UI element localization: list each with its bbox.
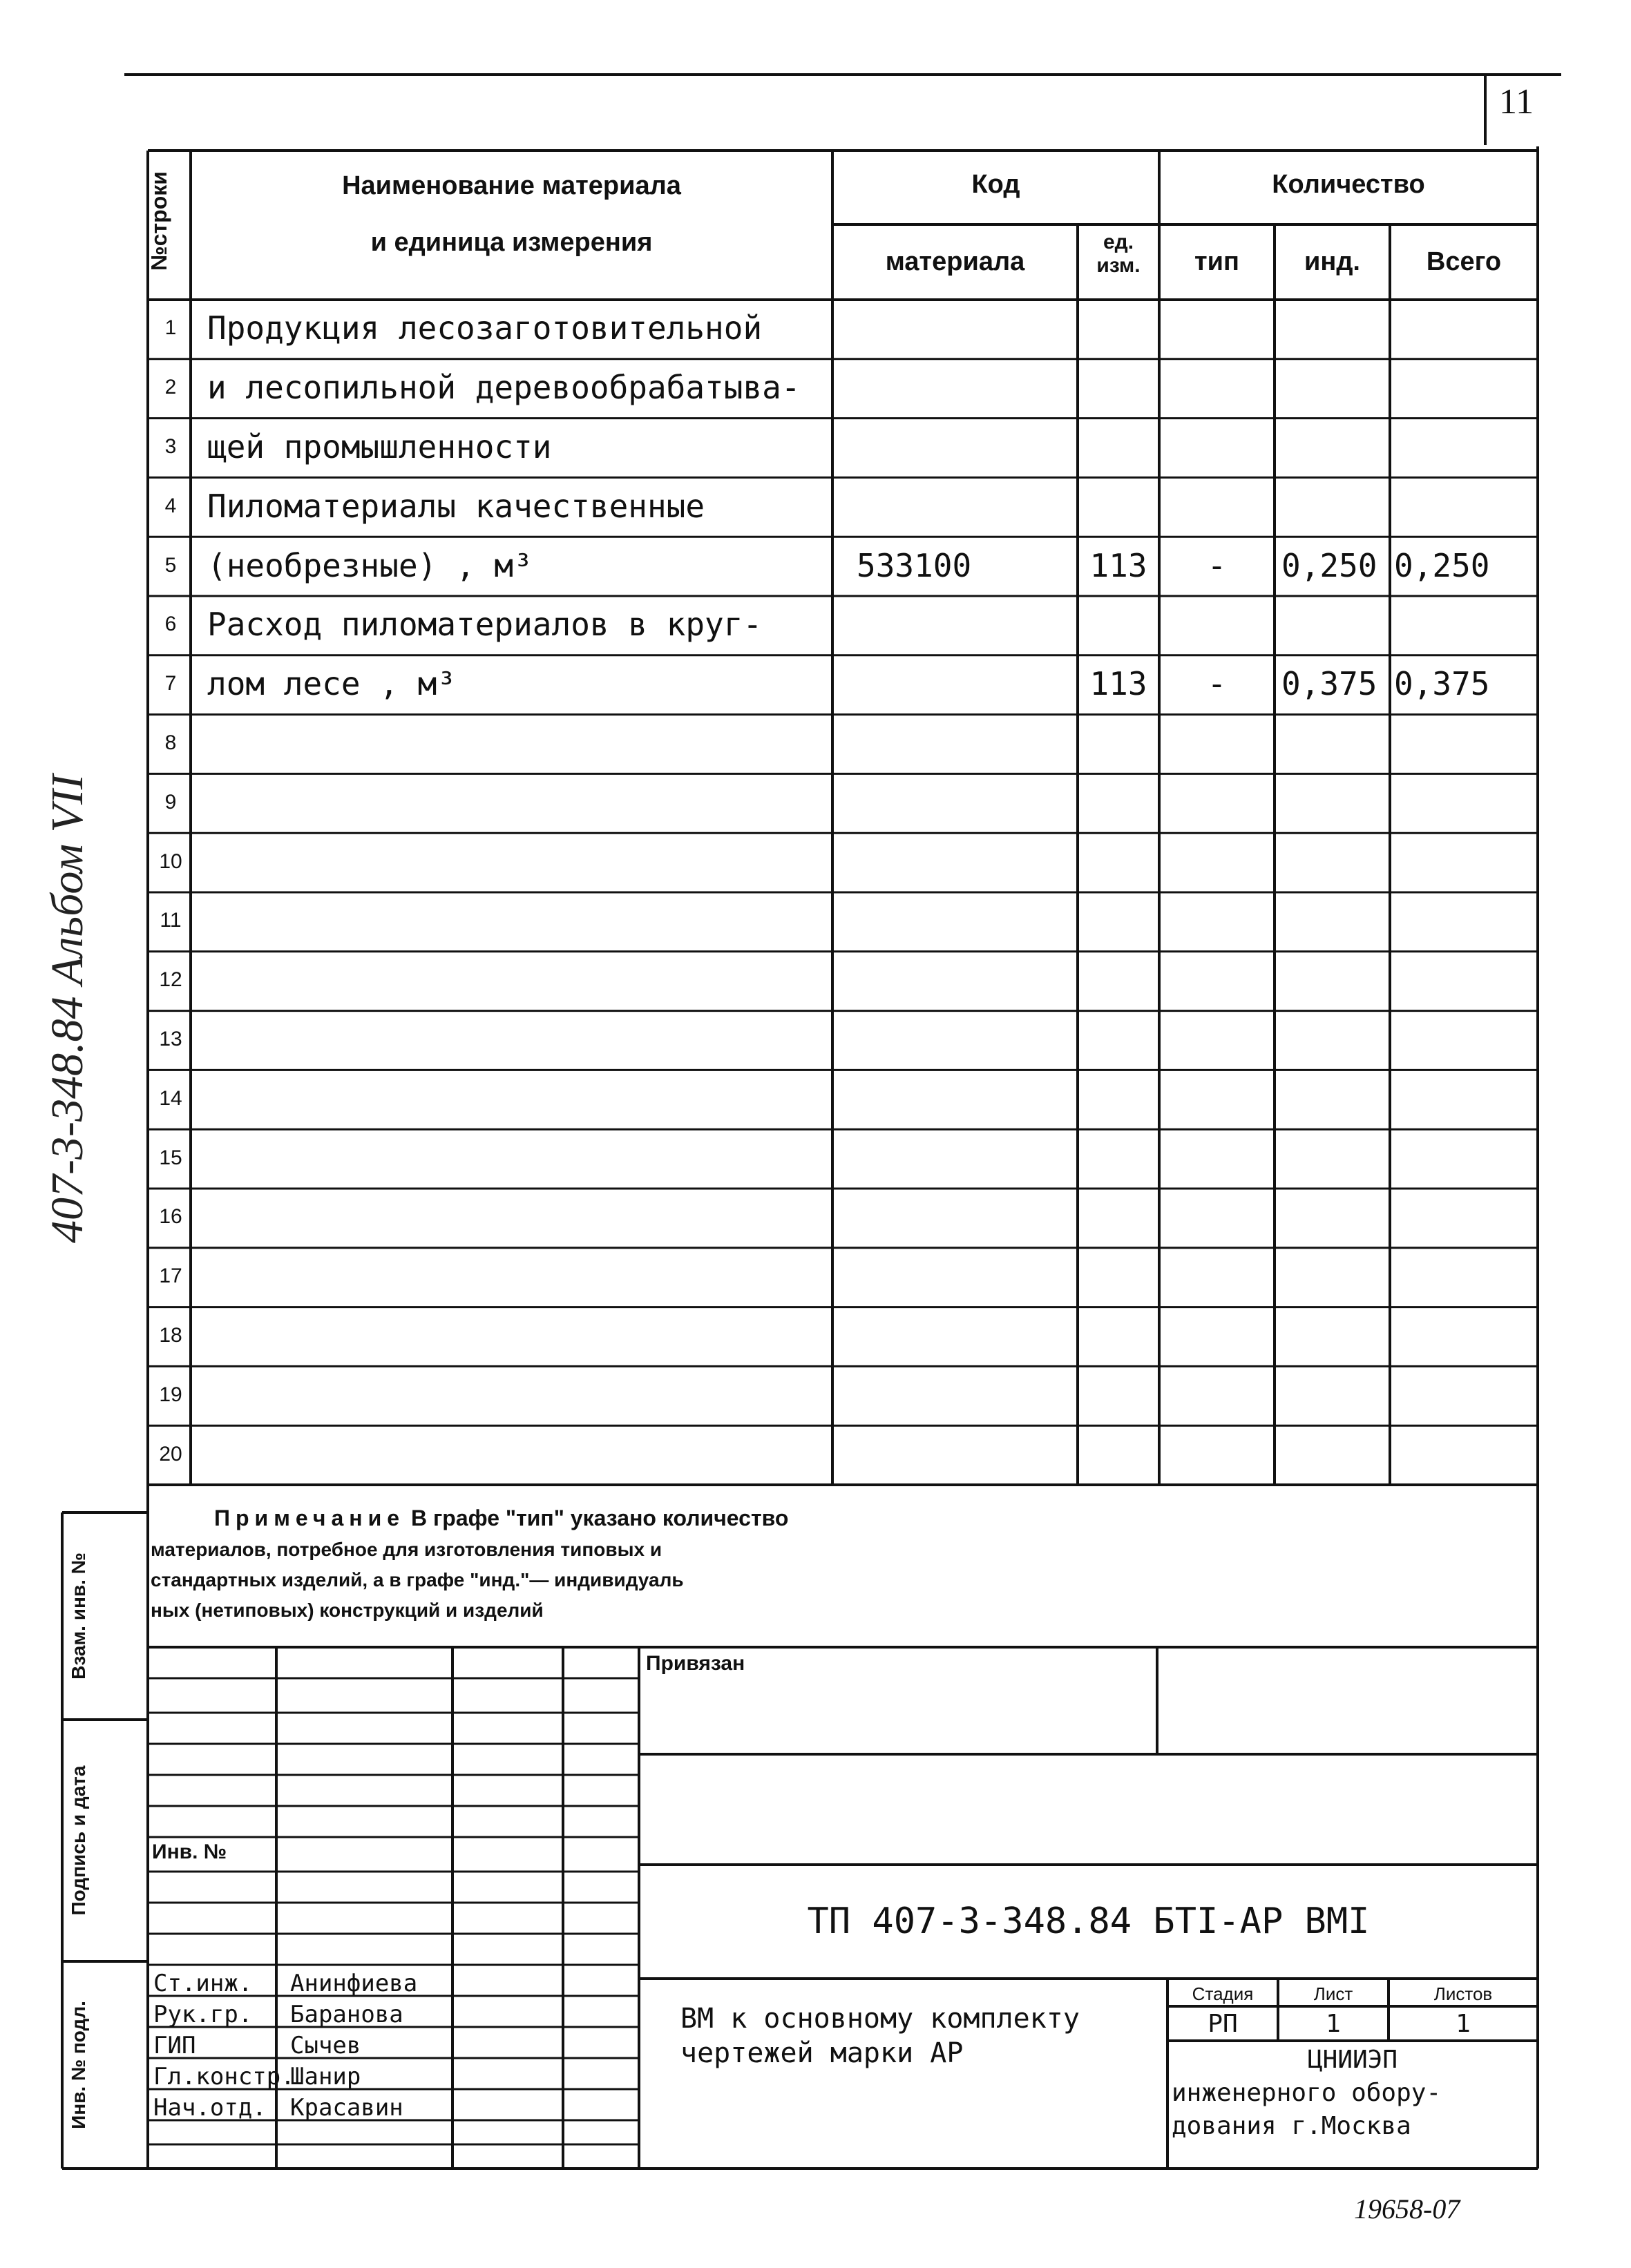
row-number: 14 [159,1086,182,1110]
row-material-code: 533100 [857,546,972,584]
stamp-privyazan: Привязан [646,1652,745,1675]
note-text-3: стандартных изделий, а в графе "инд."— индивидуаль [151,1569,684,1591]
header-quantity: Количество [1272,170,1425,199]
header-total: Всего [1426,247,1502,276]
side-album-label: 407-3-348.84 Альбом VII [42,774,93,1243]
strip-inv-podl: Инв. № подл. [68,2001,89,2129]
note-text-2: материалов, потребное для изготовления типовых и [151,1539,662,1560]
row-number: 1 [164,316,177,340]
signer-name: Баранова [290,2001,403,2028]
row-number: 3 [164,434,177,458]
header-material: материала [885,247,1025,276]
row-material-name: щей промышленности [207,427,552,465]
stamp-org-3: дования г.Москва [1172,2112,1411,2140]
header-code: Код [971,170,1020,199]
row-material-name: Расход пиломатериалов в круг- [207,606,763,644]
stamp-sheets: 1 [1456,2010,1471,2038]
row-qty-type: - [1207,665,1227,703]
stamp-sheet: 1 [1326,2010,1341,2038]
stamp-org-2: инженерного обору- [1172,2079,1442,2107]
signer-role: Гл.констр. [153,2063,295,2091]
strip-podpis: Подпись и дата [68,1765,89,1916]
row-number: 17 [159,1265,182,1288]
signer-name: Шанир [290,2063,361,2091]
row-material-name: Продукция лесозаготовительной [207,309,763,347]
stamp-sheet-label: Лист [1313,1983,1353,2004]
header-name-line2: и единица измерения [370,228,653,257]
bottom-number: 19658-07 [1354,2193,1460,2224]
note-text-1: В графе "тип" указано количество [410,1506,789,1530]
row-number: 4 [164,494,177,517]
row-number: 8 [164,731,177,754]
signer-role: Рук.гр. [153,2001,253,2028]
row-number: 11 [160,909,182,932]
row-material-name: лом лесе , м³ [207,665,457,703]
note-text-4: ных (нетиповых) конструкций и изделий [151,1599,544,1621]
header-row-no: №строки [146,171,171,271]
stamp-title-line2: чертежей марки АР [680,2037,964,2069]
row-qty-type: - [1207,546,1227,584]
row-number: 6 [164,613,177,636]
row-number: 15 [159,1146,182,1169]
header-name-line1: Наименование материала [342,171,681,200]
row-material-name: (необрезные) , м³ [207,546,533,584]
row-number: 9 [164,790,177,814]
page-number: 11 [1499,82,1534,122]
row-qty-total: 0,250 [1394,546,1490,584]
signer-name: Анинфиева [290,1970,418,1997]
row-number: 7 [164,672,177,695]
row-unit-code: 113 [1089,665,1147,703]
stamp-inv-no: Инв. № [152,1841,227,1863]
row-number: 20 [159,1442,182,1465]
row-number: 10 [159,849,182,873]
row-number: 18 [159,1323,182,1347]
note-line1 [214,1506,788,1531]
row-qty-total: 0,375 [1394,665,1490,703]
row-qty-ind: 0,375 [1281,665,1377,703]
signer-role: Ст.инж. [153,1970,253,1997]
row-number: 13 [159,1027,182,1050]
header-type: тип [1194,247,1239,276]
stamp-org-1: ЦНИИЭП [1307,2046,1398,2074]
header-unit: ед. изм. [1096,231,1141,277]
row-number: 19 [159,1383,182,1406]
row-qty-ind: 0,250 [1281,546,1377,584]
header-ind: инд. [1304,247,1360,276]
stamp-title-line1: ВМ к основному комплекту [680,2003,1080,2035]
row-material-name: и лесопильной деревообрабатыва- [207,369,801,407]
row-number: 5 [164,553,177,577]
strip-vzam: Взам. инв. № [68,1553,89,1680]
row-unit-code: 113 [1089,546,1147,584]
signer-name: Сычев [290,2032,361,2059]
stamp-sheets-label: Листов [1433,1983,1493,2004]
row-number: 2 [164,376,177,399]
signer-role: Нач.отд. [153,2094,267,2122]
row-number: 12 [159,968,182,992]
note-title: Примечание [214,1506,406,1530]
stamp-stage: РП [1208,2010,1238,2038]
stamp-stage-label: Стадия [1192,1983,1254,2004]
signer-name: Красавин [290,2094,403,2122]
row-material-name: Пиломатериалы качественные [207,487,705,525]
signer-role: ГИП [153,2032,196,2059]
stamp-designation: ТП 407-3-348.84 БТI-АР ВМI [807,1901,1370,1942]
row-number: 16 [159,1205,182,1229]
